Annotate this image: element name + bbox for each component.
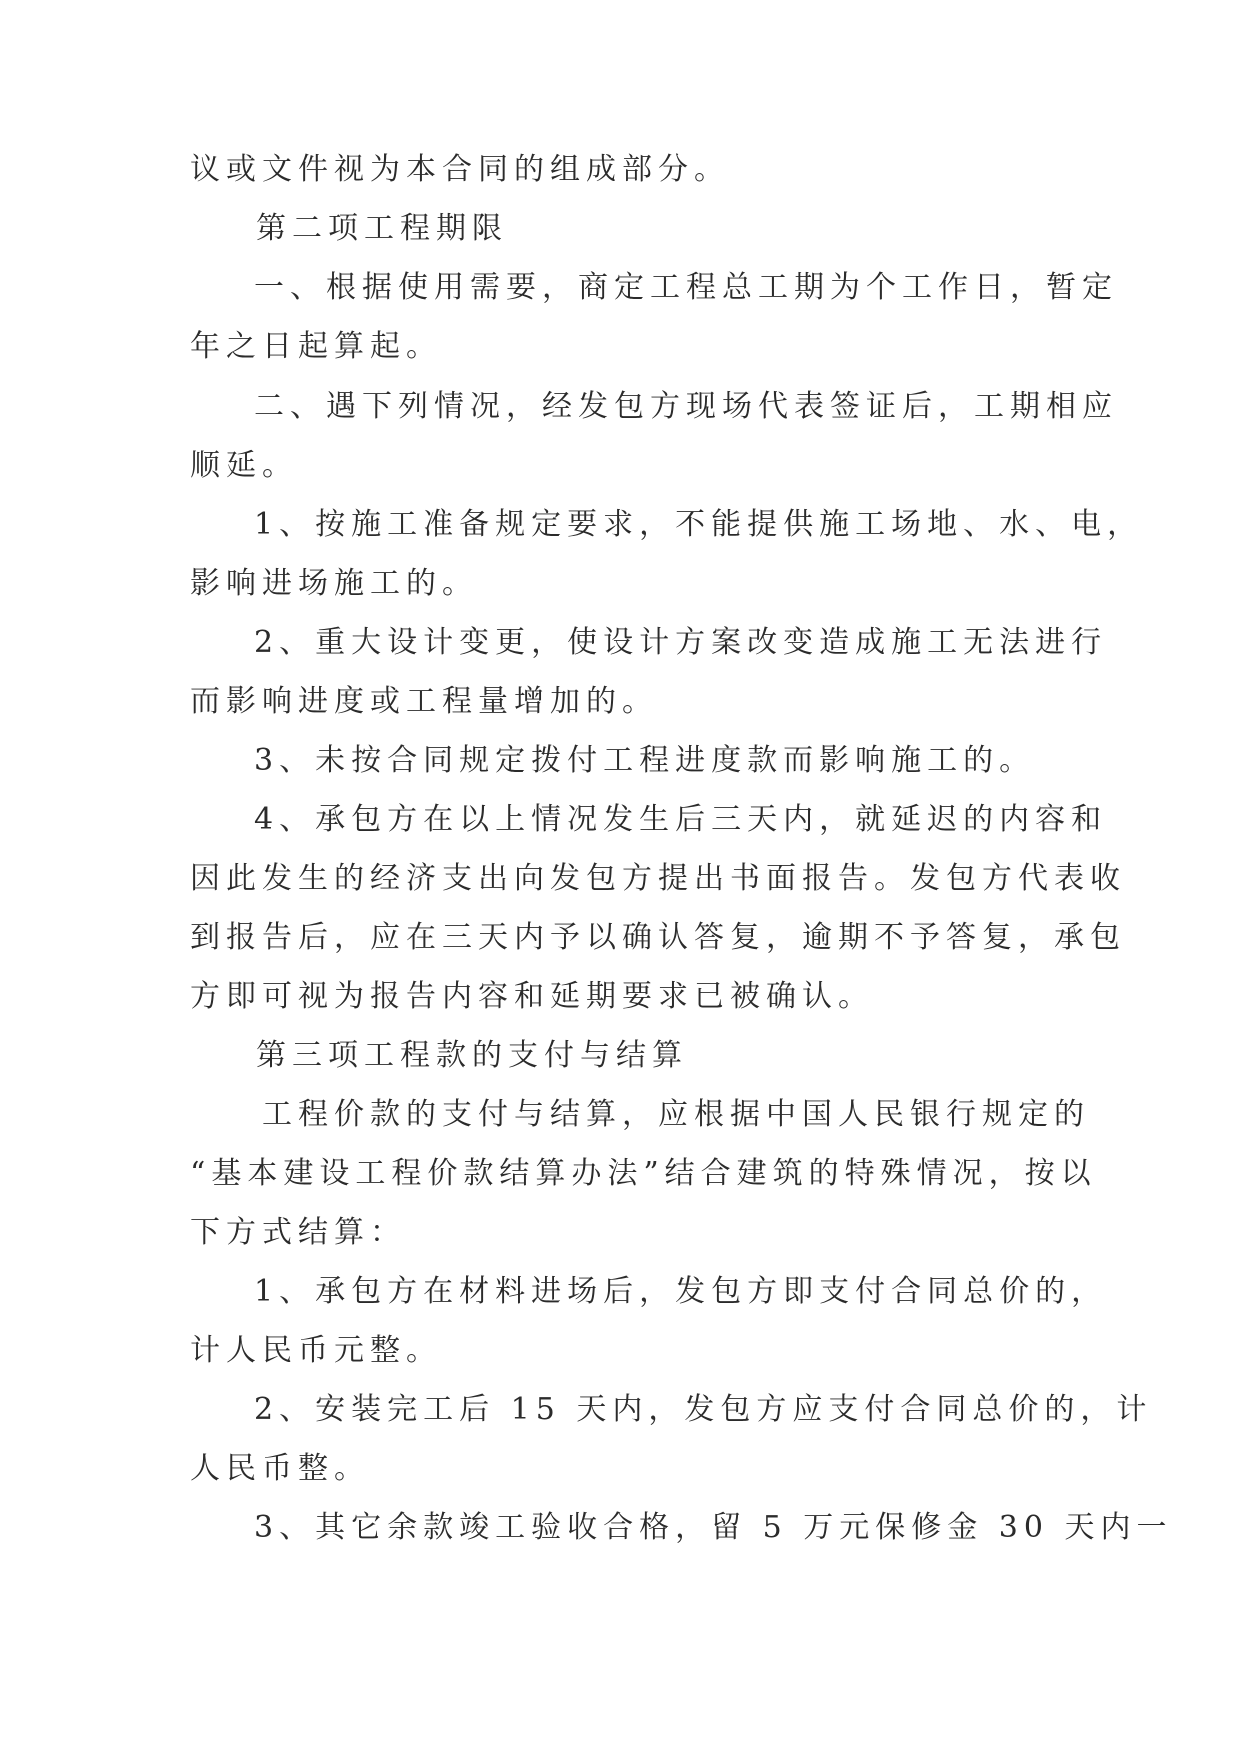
text-line: 人民币整。 (190, 1451, 370, 1486)
text-line: 方即可视为报告内容和延期要求已被确认。 (190, 979, 874, 1014)
text-line: 下方式结算： (190, 1215, 406, 1250)
text-line: 3、其它余款竣工验收合格，留 5 万元保修金 30 天内一 (254, 1510, 1173, 1545)
text-line: 一、根据使用需要，商定工程总工期为个工作日，暂定 (254, 270, 1118, 305)
text-line: 2、重大设计变更，使设计方案改变造成施工无法进行 (254, 625, 1108, 660)
text-line: 因此发生的经济支出向发包方提出书面报告。发包方代表收 (190, 861, 1126, 896)
section-heading: 第三项工程款的支付与结算 (256, 1038, 688, 1073)
text-line: 而影响进度或工程量增加的。 (190, 684, 658, 719)
text-line: 4、承包方在以上情况发生后三天内，就延迟的内容和 (254, 802, 1108, 837)
text-line: 顺延。 (190, 448, 298, 483)
text-line: 1、按施工准备规定要求，不能提供施工场地、水、电， (254, 507, 1144, 542)
text-line: 1、承包方在材料进场后，发包方即支付合同总价的， (254, 1274, 1108, 1309)
text-line: 到报告后，应在三天内予以确认答复，逾期不予答复，承包 (190, 920, 1126, 955)
text-line: 2、安装完工后 15 天内，发包方应支付合同总价的，计 (254, 1392, 1153, 1427)
section-heading: 第二项工程期限 (256, 211, 508, 246)
text-line: 年之日起算起。 (190, 329, 442, 364)
text-line: 二、遇下列情况，经发包方现场代表签证后，工期相应 (254, 389, 1118, 424)
text-line: “基本建设工程价款结算办法”结合建筑的特殊情况，按以 (190, 1156, 1097, 1191)
text-line: 计人民币元整。 (190, 1333, 442, 1368)
text-line: 影响进场施工的。 (190, 566, 478, 601)
text-line: 议或文件视为本合同的组成部分。 (190, 152, 730, 187)
text-line: 3、未按合同规定拨付工程进度款而影响施工的。 (254, 743, 1036, 778)
text-line: 工程价款的支付与结算，应根据中国人民银行规定的 (262, 1097, 1090, 1132)
